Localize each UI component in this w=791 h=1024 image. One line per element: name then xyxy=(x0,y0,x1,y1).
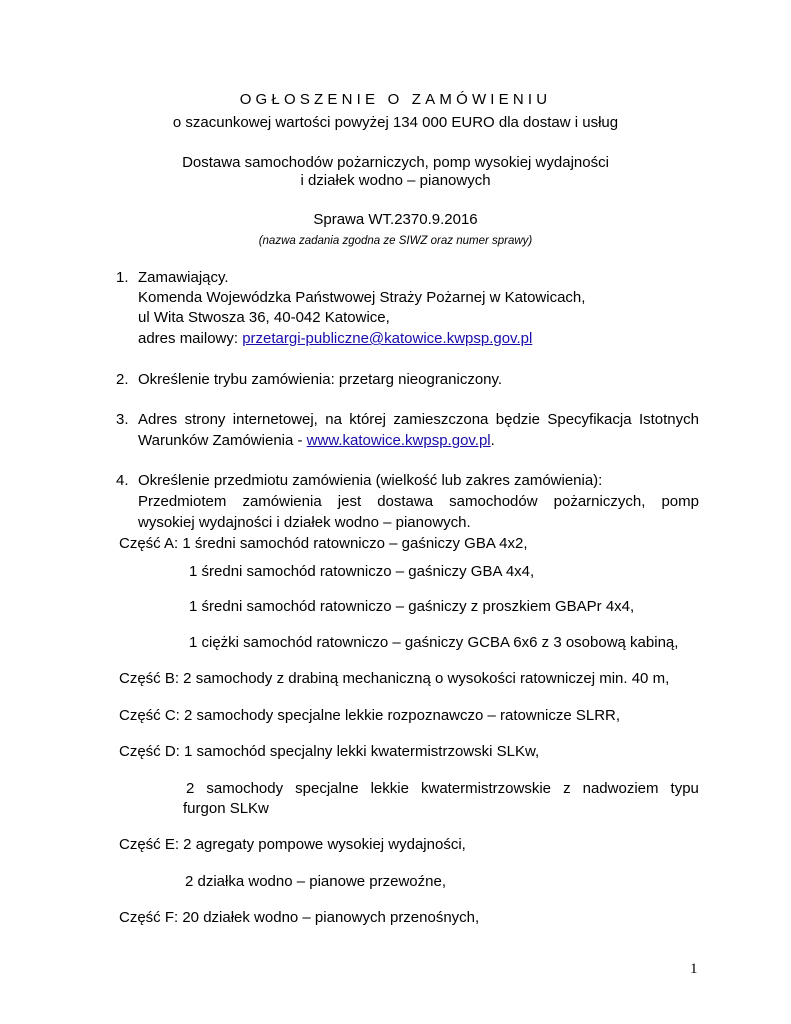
part-e: Część E: 2 agregaty pompowe wysokiej wydajności, xyxy=(119,836,466,853)
part-a-item: 1 średni samochód ratowniczo – gaśniczy z proszkiem GBAPr 4x4, xyxy=(189,598,635,615)
section-1-line-1: Komenda Wojewódzka Państwowej Straży Pożarnej w Katowicach, xyxy=(138,289,586,306)
word: strony xyxy=(184,411,226,428)
part-d-item-2-line-1 xyxy=(186,780,699,798)
website-link[interactable]: www.katowice.kwpsp.gov.pl xyxy=(306,432,491,449)
word: Przedmiotem xyxy=(138,493,227,510)
part-a-item: 1 średni samochód ratowniczo – gaśniczy GBA 4x4, xyxy=(189,563,535,580)
part-a-item: 1 średni samochód ratowniczo – gaśniczy GBA 4x2, xyxy=(182,535,528,552)
word: z xyxy=(563,780,571,797)
word: lekkie xyxy=(370,780,409,797)
part-a-item: 1 ciężki samochód ratowniczo – gaśniczy GCBA 6x6 z 3 osobową kabiną, xyxy=(189,634,679,651)
part-d: Część D: 1 samochód specjalny lekki kwatermistrzowski SLKw, xyxy=(119,743,540,760)
page-number: 1 xyxy=(690,961,698,977)
section-2-number: 2. xyxy=(116,371,129,388)
word: jest xyxy=(337,493,362,510)
part-d-item-2-line-2: furgon SLKw xyxy=(183,800,269,817)
section-4-line-2 xyxy=(138,493,699,511)
case-note: (nazwa zadania zgodna ze SIWZ oraz numer sprawy) xyxy=(258,235,533,247)
word: Adres xyxy=(138,411,178,428)
subject-line-1: Dostawa samochodów pożarniczych, pomp wysokiej wydajności xyxy=(182,154,609,171)
word: internetowej, xyxy=(232,411,318,428)
page-title: OGŁOSZENIE O ZAMÓWIENIU xyxy=(239,91,552,108)
word: zamieszczona xyxy=(393,411,489,428)
part-c: Część C: 2 samochody specjalne lekkie rozpoznawczo – ratownicze SLRR, xyxy=(119,707,621,724)
section-3-line-2 xyxy=(138,432,495,450)
word: specjalne xyxy=(295,780,359,797)
section-4-heading: Określenie przedmiotu zamówienia (wielkość lub zakres zamówienia): xyxy=(138,472,603,489)
section-1-heading: Zamawiający. xyxy=(138,269,229,286)
email-link[interactable]: przetargi-publiczne@katowice.kwpsp.gov.pl xyxy=(242,330,533,347)
part-e-item-2: 2 działka wodno – pianowe przewoźne, xyxy=(185,873,446,890)
word: samochody xyxy=(206,780,284,797)
section-3-line-2-end: . xyxy=(490,432,495,449)
section-4-line-3: wysokiej wydajności i działek wodno – pianowych. xyxy=(138,514,471,531)
word: Istotnych xyxy=(638,411,699,428)
section-2-text: Określenie trybu zamówienia: przetarg nieograniczony. xyxy=(138,371,503,388)
email-label: adres mailowy: xyxy=(138,330,243,347)
section-1-email-line xyxy=(138,330,532,348)
word: nadwoziem xyxy=(582,780,659,797)
part-b: Część B: 2 samochody z drabiną mechaniczną o wysokości ratowniczej min. 40 m, xyxy=(119,670,670,687)
word: Specyfikacja xyxy=(547,411,632,428)
part-f: Część F: 20 działek wodno – pianowych przenośnych, xyxy=(119,909,480,926)
section-1-number: 1. xyxy=(116,269,129,286)
subject-line-2: i działek wodno – pianowych xyxy=(300,172,491,189)
word: dostawa xyxy=(377,493,434,510)
word: zamówienia xyxy=(242,493,322,510)
section-3-number: 3. xyxy=(116,411,129,428)
section-1-line-2: ul Wita Stwosza 36, 40-042 Katowice, xyxy=(138,309,390,326)
word: będzie xyxy=(495,411,540,428)
word: pożarniczych, xyxy=(553,493,646,510)
section-4-number: 4. xyxy=(116,472,129,489)
word: pomp xyxy=(661,493,699,510)
word: 2 xyxy=(186,780,195,797)
part-a-label: Część A: xyxy=(119,535,183,552)
case-number: Sprawa WT.2370.9.2016 xyxy=(313,211,478,228)
word: typu xyxy=(670,780,699,797)
section-3-line-2-text: Warunków Zamówienia - xyxy=(138,432,307,449)
word: samochodów xyxy=(449,493,538,510)
word: kwatermistrzowskie xyxy=(421,780,552,797)
part-a-line-1 xyxy=(119,535,528,553)
word: której xyxy=(349,411,386,428)
word: na xyxy=(325,411,342,428)
section-3-line-1 xyxy=(138,411,699,429)
page-subtitle: o szacunkowej wartości powyżej 134 000 EURO dla dostaw i usług xyxy=(172,114,619,131)
